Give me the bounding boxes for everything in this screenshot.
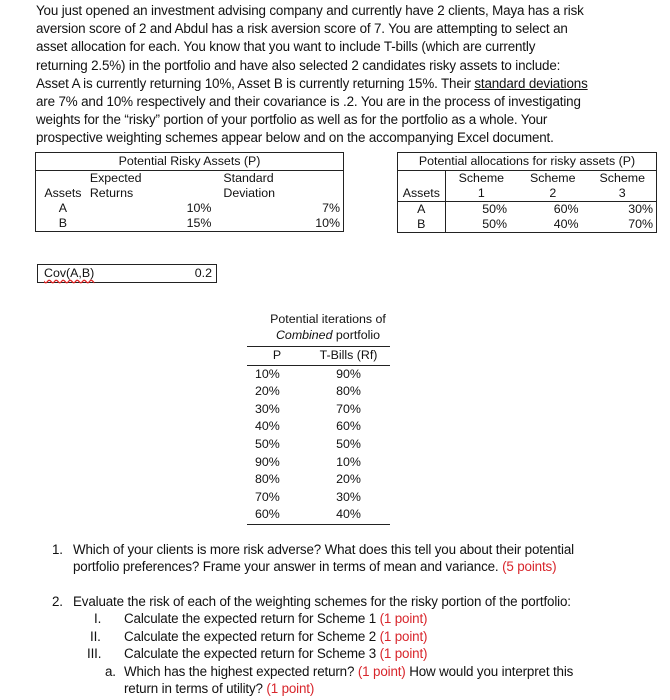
p-cell: 20% [255,384,280,399]
scheme-number: 3 [589,186,657,202]
scheme-number: 1 [445,186,517,202]
asset-cell: A [398,202,446,218]
question-text: Evaluate the risk of each of the weighting schemes for the risky portion of the portfolio: [73,594,571,609]
sub-numeral: III. [87,646,102,662]
intro-line: asset allocation for each. You know that you want to include T-bills (which are currently [36,39,536,55]
p-cell: 60% [255,507,280,522]
column-header-scheme: Scheme [599,171,645,185]
column-header-expected: Expected [89,171,142,185]
rf-cell: 10% [336,454,361,469]
combined-portfolio-table [247,346,390,525]
caption-italic: Combined [275,328,333,342]
sub-question-text: Calculate the expected return for Scheme 3 [124,646,380,662]
caption-line: Potential iterations of [270,312,386,326]
table-row [247,471,390,489]
intro-line: are 7% and 10% respectively and their covariance is .2. You are in the process of investigating [36,94,581,110]
sub-question-a [124,663,573,680]
table-row [247,401,390,419]
sub-numeral: II. [90,628,101,644]
column-header-p: P [247,347,307,366]
sub-question-text: return in terms of utility? [124,681,267,696]
allocations-table [397,152,657,233]
intro-line: returning 2.5%) in the portfolio and have also selected 2 candidates risky assets to include: [36,57,561,73]
expected-return-cell: 10% [186,201,212,215]
column-header-expected-2: Returns [89,186,134,200]
question-text: portfolio preferences? Frame your answer in terms of mean and variance. [73,559,503,575]
table-row [247,436,390,454]
rf-cell: 60% [336,419,361,434]
table-row [398,217,657,233]
table-row [36,201,344,216]
asset-cell: B [58,216,68,230]
caption-rest: portfolio [332,328,380,342]
covariance-box [37,264,217,283]
sub-letter: a. [105,663,116,679]
question-text: Which of your clients is more risk adverse? What does this tell you about their potential [73,542,574,557]
covariance-value: 0.2 [194,266,212,280]
sub-numeral: I. [94,611,102,627]
covariance-label-text: Cov(A,B) [44,266,95,280]
table-title: Potential allocations for risky assets (P) [398,153,657,171]
intro-line: weights for the “risky” portion of your portfolio as well as for the portfolio as a whole. Your [36,112,548,128]
p-cell: 70% [255,489,280,504]
table-row [247,365,390,383]
intro-paragraph [36,2,636,148]
points-label: (1 point) [266,681,315,696]
sub-question-text: How would you interpret this [405,663,574,679]
allocation-cell: 40% [553,217,579,231]
rf-cell: 20% [336,472,361,487]
table-row [247,454,390,472]
intro-line [36,75,636,93]
sub-question [124,610,427,627]
points-label: (1 point) [379,628,428,644]
column-header-assets: Assets [44,186,82,200]
table-row [398,202,657,218]
points-label: (5 points) [502,559,557,575]
sub-question-text: Calculate the expected return for Scheme 1 [124,611,380,627]
sub-question-text: Calculate the expected return for Scheme 2 [124,628,380,644]
allocation-cell: 70% [628,217,653,231]
p-cell: 90% [255,454,280,469]
sub-question-a-line2 [124,680,314,697]
question-text-line2 [73,558,556,575]
std-dev-cell: 10% [315,216,340,230]
p-cell: 30% [255,401,280,416]
caption-line [238,327,418,343]
sub-question [124,645,427,662]
combined-table-caption [238,311,418,343]
std-dev-cell: 7% [322,201,340,215]
allocation-cell: 50% [482,202,508,216]
p-cell: 10% [255,366,280,381]
rf-cell: 40% [336,507,361,522]
column-header-scheme: Scheme [530,171,576,185]
column-header-scheme: Scheme [458,171,505,185]
rf-cell: 50% [336,436,361,451]
question-number: 1. [52,542,63,557]
intro-text: Asset A is currently returning 10%, Asset B is currently returning 15%. Their [36,75,475,91]
column-header-rf: T-Bills (Rf) [307,347,390,366]
rf-cell: 30% [336,489,361,504]
scheme-number: 2 [517,186,588,202]
sub-question [124,628,427,645]
table-row [247,489,390,507]
table-row [247,383,390,401]
column-header-std-2: Deviation [223,186,276,200]
allocation-cell: 60% [553,202,579,216]
asset-cell: B [398,217,446,233]
intro-line: You just opened an investment advising company and currently have 2 clients, Maya has a risk [36,3,584,18]
p-cell: 50% [255,436,280,451]
table-row [36,216,344,232]
table-row [247,506,390,524]
p-cell: 40% [255,419,280,434]
points-label: (1 point) [379,611,428,627]
expected-return-cell: 15% [186,216,212,230]
points-label: (1 point) [357,663,406,679]
intro-line: aversion score of 2 and Abdul has a risk aversion score of 7. You are attempting to select an [36,21,568,37]
column-header-std: Standard [223,171,274,185]
table-title: Potential Risky Assets (P) [36,153,344,171]
risky-assets-table [35,152,344,232]
points-label: (1 point) [379,646,428,662]
rf-cell: 80% [336,384,361,399]
underlined-text: standard deviations [474,75,588,91]
question-number: 2. [52,594,63,609]
intro-line: prospective weighting schemes appear below and on the accompanying Excel document. [36,130,554,146]
rf-cell: 90% [336,366,361,381]
allocation-cell: 50% [482,217,508,231]
asset-cell: A [58,201,68,215]
column-header-assets: Assets [398,186,446,202]
p-cell: 80% [255,472,280,487]
sub-question-text: Which has the highest expected return? [124,663,358,679]
allocation-cell: 30% [628,202,653,216]
rf-cell: 70% [336,401,361,416]
covariance-label [44,265,94,282]
table-row [247,418,390,436]
